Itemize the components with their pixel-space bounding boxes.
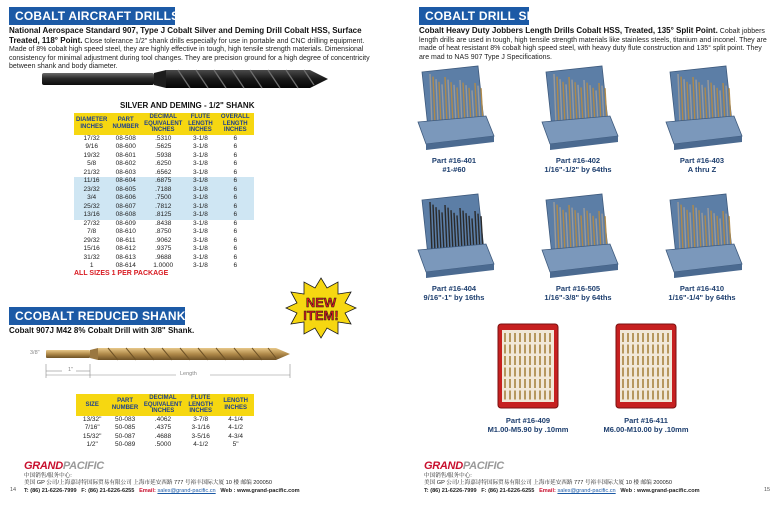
table-cell: 08-602	[115, 160, 136, 168]
drill-set-part-number: Part #16-410	[679, 284, 725, 293]
footer-contact-line	[24, 488, 300, 495]
length-dimension-label: Length	[180, 371, 197, 377]
drill-set-5	[528, 190, 628, 302]
right-page	[390, 0, 780, 505]
drill-set-part-number: Part #16-505	[555, 284, 601, 293]
table-cell: .9688	[155, 253, 172, 261]
table-cell: 21/32	[83, 168, 100, 176]
table-cell: 50-083	[114, 415, 136, 423]
dimension-lines	[44, 364, 294, 378]
table-cell: 6	[233, 134, 238, 142]
table-cell: 6	[233, 143, 238, 151]
footer-email-link[interactable]: sales@grand-pacific.cn	[557, 488, 616, 494]
drill-set-image	[404, 62, 504, 152]
drill-sets-description-text: Cobalt jobbers length drills are used in tough, high tensile strength materials like stainless steels, titanium and inconel. They are made of heat resistant 8% cobalt high speed steel, with heavy duty flute construction and 135° split point. They are mad to NAS 907 Type J Specifications.	[419, 28, 767, 61]
table-cell: .8750	[155, 228, 172, 236]
column-header: DECIMAL EQUIVALENT INCHES	[143, 395, 183, 415]
table-cell: 6	[233, 262, 238, 270]
table-cell: 3-1/8	[193, 151, 208, 159]
table-cell: 3-1/8	[184, 211, 216, 220]
drill-set-range: 1/16"-1/2" by 64ths	[544, 164, 612, 174]
table-cell: 6	[233, 160, 238, 168]
drill-set-part-number: Part #16-404	[431, 284, 477, 293]
drill-set-image	[528, 62, 628, 152]
silver-deming-table-title: SILVER AND DEMING - 1/2" SHANK	[120, 101, 255, 110]
footer-cn-line1: 中国销售/服务中心:	[424, 473, 472, 479]
table-row	[74, 160, 254, 169]
aircraft-description-bold: National Aerospace Standard 907, Type J Cobalt Silver and Deming Drill Cobalt HSS, Surface Treated, 118° Point.	[9, 26, 362, 45]
table-cell: 6	[217, 211, 254, 220]
table-row	[74, 135, 254, 144]
table-cell: 3-1/8	[193, 143, 208, 151]
table-cell: 29/32	[83, 236, 100, 244]
table-header-row	[76, 394, 254, 416]
footer-fax: F: (86) 21-6226-6255	[81, 488, 135, 494]
reduced-shank-drill-image	[44, 346, 294, 362]
table-cell: 3-1/8	[184, 194, 216, 203]
table-cell: .6250	[155, 160, 172, 168]
table-row	[74, 220, 254, 229]
table-cell: 6	[233, 151, 238, 159]
table-row	[74, 177, 254, 186]
table-cell: 11/16	[74, 177, 109, 186]
table-row	[74, 143, 254, 152]
drill-set-image	[404, 190, 504, 280]
table-cell: 3-1/8	[193, 134, 208, 142]
table-cell: 17/32	[83, 134, 100, 142]
table-cell: .4062	[154, 415, 172, 423]
drill-set-image	[478, 322, 578, 412]
table-cell: 6	[217, 194, 254, 203]
drill-set-image	[528, 190, 628, 280]
table-cell: .5625	[155, 143, 172, 151]
page-number-left: 14	[10, 487, 17, 493]
reduced-shank-table-body	[76, 416, 254, 450]
aircraft-description-text: Close tolerance 1/2" shank drills especially for use in portable and CNC drilling equipment. Made of 8% cobalt high speed steel, they are highly effective in tough, high tensile strength materials. Dimensional consistency for minimal adjustment during tool changes. They are precision ground for a high degree of concentricity between shank and body diameter.	[9, 37, 370, 71]
drill-set-image	[596, 322, 696, 412]
table-row	[76, 441, 254, 450]
table-row	[74, 203, 254, 212]
table-cell: 9/16	[85, 143, 98, 151]
table-row	[74, 228, 254, 237]
table-cell: .9375	[155, 245, 172, 253]
cobalt-reduced-shank-drill-header: CCOBALT REDUCED SHANK DRILL	[9, 307, 185, 325]
table-cell: .7812	[142, 203, 184, 212]
table-cell: .5938	[155, 151, 172, 159]
drill-set-range: M1.00-M5.90 by .10mm	[487, 424, 569, 434]
footer-web-label: Web :	[220, 488, 236, 494]
table-cell: 6	[217, 177, 254, 186]
table-cell: 3-1/8	[193, 160, 208, 168]
table-cell: 5"	[232, 441, 239, 449]
drill-set-7	[478, 322, 578, 434]
table-cell: .8125	[142, 211, 184, 220]
drill-set-range: 9/16"-1" by 16ths	[423, 292, 485, 302]
footer-web-label: Web :	[620, 488, 636, 494]
footer-email-link[interactable]: sales@grand-pacific.cn	[157, 488, 216, 494]
table-cell: 08-610	[115, 228, 136, 236]
footer-cn-line1: 中国销售/服务中心:	[24, 473, 72, 479]
drill-set-part-number: Part #16-401	[431, 156, 477, 165]
table-cell: 6	[217, 186, 254, 195]
table-cell: 3-1/16	[191, 424, 210, 432]
table-cell: 08-508	[115, 134, 136, 142]
footer-email-label: Email:	[139, 488, 156, 494]
drill-set-range: M6.00-M10.00 by .10mm	[603, 424, 689, 434]
column-header: LENGTH INCHES	[217, 394, 254, 416]
drill-set-3	[652, 62, 752, 174]
drill-set-1	[404, 62, 504, 174]
drill-set-image	[652, 62, 752, 152]
table-cell: 4-1/2	[193, 441, 209, 449]
table-cell: 08-611	[115, 236, 136, 244]
table-cell: .4688	[154, 432, 172, 440]
table-cell: 23/32	[74, 186, 109, 195]
logo-main: GRAND	[24, 460, 63, 472]
table-header-row	[74, 113, 254, 135]
table-cell: 6	[233, 168, 238, 176]
table-cell: 50-087	[114, 432, 136, 440]
silver-deming-drill-image	[40, 67, 330, 91]
table-cell: 15/32"	[82, 432, 102, 440]
table-cell: 25/32	[74, 203, 109, 212]
table-cell: .8438	[155, 219, 172, 227]
footer-cn-line2: 美国 GP 公司/上海嘉诗特国际贸易有限公司 上海市延安西路 777 号裕丰国际大厦 10 楼 邮编 200050	[424, 480, 672, 486]
table-cell: 15/16	[83, 245, 100, 253]
footer-web-link[interactable]: www.grand-pacific.com	[637, 488, 700, 494]
footer-web-link[interactable]: www.grand-pacific.com	[237, 488, 300, 494]
table-row	[74, 169, 254, 178]
table-cell: 4-1/4	[228, 415, 244, 423]
table-cell: 3-1/8	[184, 203, 216, 212]
logo-accent: PACIFIC	[462, 460, 504, 472]
table-row	[74, 194, 254, 203]
table-cell: .6875	[142, 177, 184, 186]
drill-set-6	[652, 190, 752, 302]
table-cell: 6	[233, 219, 238, 227]
footer-tel: T: (86) 21-6226-7999	[424, 488, 477, 494]
silver-deming-table-body	[74, 135, 254, 271]
table-row	[76, 416, 254, 425]
table-cell: 6	[233, 253, 238, 261]
table-cell: 3-7/8	[193, 415, 209, 423]
logo-accent: PACIFIC	[62, 460, 104, 472]
column-header: OVERALL LENGTH INCHES	[217, 113, 254, 135]
table-cell: 6	[233, 228, 238, 236]
table-cell: 7/16"	[84, 424, 100, 432]
column-header: FLUTE LENGTH INCHES	[184, 394, 217, 416]
table-cell: 3-1/8	[184, 177, 216, 186]
table-row	[76, 424, 254, 433]
drill-set-2	[528, 62, 628, 174]
table-cell: 08-600	[115, 143, 136, 151]
footer-fax: F: (86) 21-6226-6255	[481, 488, 535, 494]
table-cell: 19/32	[83, 151, 100, 159]
reduced-shank-description-bold: Cobalt 907J M42 8% Cobalt Drill with 3/8" Shank.	[9, 326, 195, 335]
footer-email-label: Email:	[539, 488, 556, 494]
footer-logo	[24, 460, 104, 472]
column-header: SIZE	[76, 394, 108, 416]
table-cell: .7188	[142, 186, 184, 195]
table-row	[74, 245, 254, 254]
table-cell: 6	[233, 236, 238, 244]
column-header: PART NUMBER	[108, 394, 141, 416]
table-cell: 08-614	[115, 262, 136, 270]
table-cell: .5000	[154, 441, 172, 449]
drill-sets-description-bold: Cobalt Heavy Duty Jobbers Length Drills Cobalt HSS, Treated, 135° Split Point.	[419, 26, 718, 35]
drill-set-part-number: Part #16-409	[505, 416, 551, 425]
drill-set-range: 1/16"-1/4" by 64ths	[668, 292, 736, 302]
column-header: DIAMETER INCHES	[74, 113, 109, 135]
table-cell: 3-1/8	[184, 186, 216, 195]
column-header: DECIMAL EQUIVALENT INCHES	[144, 114, 183, 134]
table-cell: 3/4	[74, 194, 109, 203]
table-cell: 3-1/8	[193, 245, 208, 253]
page-number-right: 15	[764, 487, 771, 493]
table-cell: 3-1/8	[193, 219, 208, 227]
drill-set-range: 1/16"-3/8" by 64ths	[544, 292, 612, 302]
table-row	[74, 186, 254, 195]
table-cell: 6	[233, 245, 238, 253]
footer-logo	[424, 460, 504, 472]
package-note: ALL SIZES 1 PER PACKAGE	[74, 270, 169, 277]
footer-tel: T: (86) 21-6226-7999	[24, 488, 77, 494]
new-item-line2: ITEM!	[303, 308, 339, 323]
footer-contact-line	[424, 488, 700, 495]
table-cell: .6562	[155, 168, 172, 176]
table-row	[74, 254, 254, 263]
table-cell: 08-613	[115, 253, 136, 261]
table-cell: 1.0000	[153, 262, 174, 270]
aircraft-description	[9, 27, 381, 72]
column-header: FLUTE LENGTH INCHES	[184, 113, 216, 135]
one-inch-dimension-label: 1"	[68, 367, 74, 373]
drill-set-8	[596, 322, 696, 434]
table-cell: 3-1/8	[193, 236, 208, 244]
cobalt-drill-sets-header: COBALT DRILL SETS	[419, 7, 529, 25]
table-cell: 50-085	[114, 424, 136, 432]
table-cell: 50-089	[114, 441, 136, 449]
table-cell: 13/32"	[82, 415, 102, 423]
table-cell: 08-603	[115, 168, 136, 176]
table-cell: 7/8	[87, 228, 97, 236]
table-cell: 08-607	[109, 203, 142, 212]
table-cell: 08-609	[115, 219, 136, 227]
reduced-shank-spec-table	[76, 394, 254, 450]
drill-sets-description	[419, 27, 767, 62]
table-cell: .9062	[155, 236, 172, 244]
drill-set-part-number: Part #16-403	[679, 156, 725, 165]
table-cell: 5/8	[87, 160, 97, 168]
table-cell: 27/32	[83, 219, 100, 227]
drill-set-range: #1-#60	[442, 164, 466, 174]
table-cell: 3-1/8	[193, 253, 208, 261]
table-row	[74, 237, 254, 246]
table-cell: 08-612	[115, 245, 136, 253]
shank-dimension-label: 3/8"	[30, 350, 40, 356]
table-cell: 4-3/4	[228, 432, 244, 440]
table-cell: .4375	[154, 424, 172, 432]
table-cell: 1/2"	[86, 441, 98, 449]
table-cell: 08-604	[109, 177, 142, 186]
table-cell: .5310	[155, 134, 172, 142]
new-item-line1: NEW	[305, 295, 337, 310]
table-cell: 3-1/8	[193, 168, 208, 176]
table-cell: 13/16	[74, 211, 109, 220]
logo-main: GRAND	[424, 460, 463, 472]
table-cell: 6	[217, 203, 254, 212]
table-row	[76, 433, 254, 442]
footer-cn-line2: 美国 GP 公司/上海嘉诗特国际贸易有限公司 上海市延安西路 777 号裕丰国际大厦 10 楼 邮编 200050	[24, 480, 272, 486]
silver-deming-spec-table	[74, 113, 254, 271]
table-cell: 08-601	[115, 151, 136, 159]
drill-set-image	[652, 190, 752, 280]
table-cell: 3-5/16	[191, 432, 210, 440]
table-cell: 08-606	[109, 194, 142, 203]
table-cell: .7500	[142, 194, 184, 203]
new-item-burst	[285, 277, 357, 339]
table-row	[74, 152, 254, 161]
column-header: PART NUMBER	[109, 113, 142, 135]
drill-set-range: A thru Z	[687, 164, 717, 174]
reduced-shank-description	[9, 327, 289, 337]
drill-set-4	[404, 190, 504, 302]
table-cell: 08-608	[109, 211, 142, 220]
table-cell: 31/32	[83, 253, 100, 261]
table-cell: 08-605	[109, 186, 142, 195]
table-cell: 4-1/2	[228, 424, 244, 432]
drill-set-part-number: Part #16-402	[555, 156, 601, 165]
table-cell: 1	[89, 262, 94, 270]
table-cell: 3-1/8	[193, 228, 208, 236]
table-cell: 3-1/8	[193, 262, 208, 270]
table-row	[74, 211, 254, 220]
drill-set-part-number: Part #16-411	[624, 416, 668, 425]
cobalt-aircraft-drills-header: COBALT AIRCRAFT DRILLS	[9, 7, 175, 25]
